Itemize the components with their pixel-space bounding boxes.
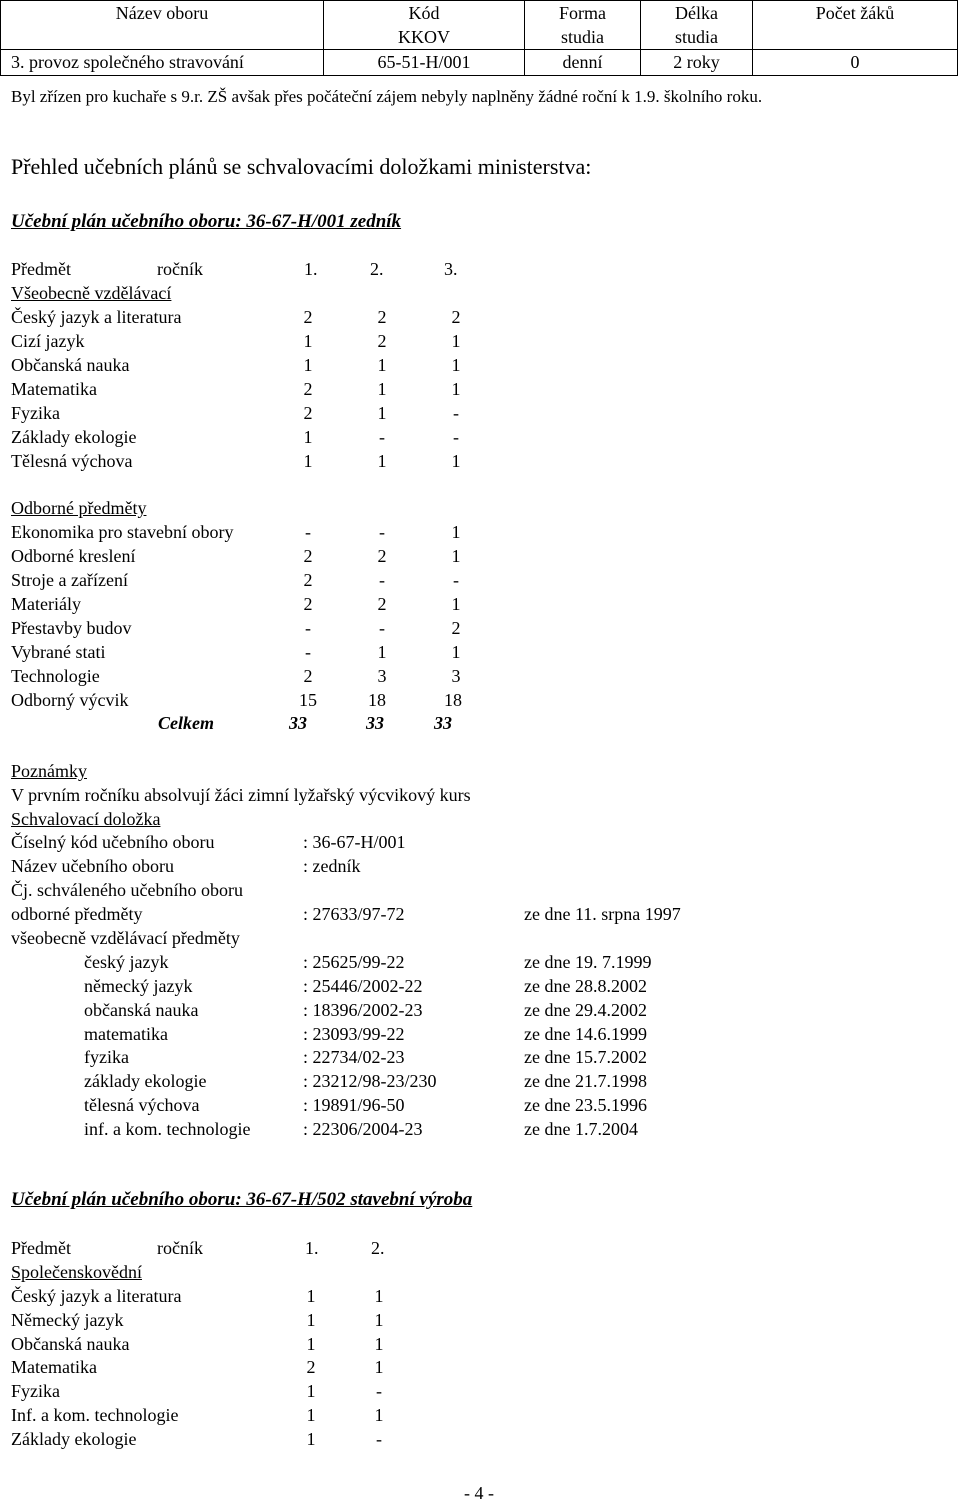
page-number: - 4 - [464,1483,494,1503]
subject-name: Německý jazyk [11,1310,124,1330]
header-delka: Délka studia [641,1,753,50]
value-y3: 3 [451,666,461,686]
value-y2: 1 [377,403,387,423]
overview-title: Přehled učebních plánů se schvalovacími doložkami ministerstva: [11,154,592,179]
value-y1: 2 [303,403,313,423]
value-y2: 18 [368,690,386,710]
value-y2: 1 [377,355,387,375]
approval-subject: občanská nauka [84,1000,199,1020]
value-y1: 2 [303,594,313,614]
cell-nazev: 3. provoz společného stravování [1,50,324,76]
value-y1: 2 [306,1357,316,1377]
cell-kod: 65-51-H/001 [324,50,525,76]
total-y3: 33 [434,713,452,733]
value-y3: 1 [451,355,461,375]
approval-cj: : 19891/96-50 [303,1095,405,1115]
value-y1: - [305,618,311,638]
value-y2: 1 [377,379,387,399]
value-y2: 2 [377,307,387,327]
value-y2: - [379,618,385,638]
total-y1: 33 [289,713,307,733]
subject-name: Fyzika [11,403,60,423]
value-y2: 1 [374,1334,384,1354]
subject-name: Základy ekologie [11,427,137,447]
note-text: Byl zřízen pro kuchaře s 9.r. ZŠ avšak přes počáteční zájem nebyly naplněny žádné roční k 1.9. školního roku. [11,87,763,106]
value-y1: 1 [306,1429,316,1449]
value-y1: 1 [306,1405,316,1425]
subject-name: Český jazyk a literatura [11,1286,182,1306]
subject-name: Odborné kreslení [11,546,136,566]
header-forma: Forma studia [525,1,641,50]
approval-cj: : 23212/98-23/230 [303,1071,437,1091]
subject-name: Stroje a zařízení [11,570,128,590]
header-kod: Kód KKOV [324,1,525,50]
value-y1: 2 [303,307,313,327]
value-y2: 3 [377,666,387,686]
value-y3: 2 [451,307,461,327]
plan1-head-y1: 1. [304,259,318,279]
approval-subject: český jazyk [84,952,169,972]
value-y2: 1 [374,1310,384,1330]
value-y1: 1 [306,1381,316,1401]
value-y2: - [379,427,385,447]
approval-label: Schvalovací doložka [11,809,161,829]
subject-name: Cizí jazyk [11,331,85,351]
cell-pocet: 0 [753,50,958,76]
approval-date: ze dne 14.6.1999 [524,1024,647,1044]
subject-name: Fyzika [11,1381,60,1401]
subject-name: Občanská nauka [11,355,130,375]
value-y1: 1 [306,1286,316,1306]
subject-name: Inf. a kom. technologie [11,1405,179,1425]
value-y2: - [376,1429,382,1449]
subject-name: Odborný výcvik [11,690,129,710]
approval-subject: německý jazyk [84,976,193,996]
approval-date: ze dne 19. 7.1999 [524,952,652,972]
subject-name: Vybrané stati [11,642,106,662]
odborne-value: : 27633/97-72 [303,904,405,924]
subject-name: Český jazyk a literatura [11,307,182,327]
odborne-label: odborné předměty [11,904,143,924]
value-y2: 1 [374,1405,384,1425]
value-y1: - [305,522,311,542]
approval-cj: : 22734/02-23 [303,1047,405,1067]
plan1-title: Učební plán učebního oboru: 36-67-H/001 zedník [11,211,402,232]
value-y1: 1 [303,451,313,471]
subject-name: Tělesná výchova [11,451,133,471]
approval-cj: : 23093/99-22 [303,1024,405,1044]
value-y1: 1 [303,331,313,351]
subject-name: Občanská nauka [11,1334,130,1354]
notes-text: V prvním ročníku absolvují žáci zimní lyžařský výcvikový kurs [11,785,471,805]
value-y3: 1 [451,451,461,471]
value-y2: 1 [374,1357,384,1377]
value-y1: - [305,642,311,662]
approval-subject: základy ekologie [84,1071,207,1091]
value-y3: - [453,570,459,590]
value-y2: 1 [377,642,387,662]
plan1-general-label: Všeobecně vzdělávací [11,283,172,303]
value-y2: - [376,1381,382,1401]
plan2-head-y1: 1. [305,1238,319,1258]
approval-date: ze dne 28.8.2002 [524,976,647,996]
value-y2: 1 [377,451,387,471]
value-y3: - [453,403,459,423]
value-y2: 2 [377,594,387,614]
value-y1: 2 [303,570,313,590]
approval-date: ze dne 15.7.2002 [524,1047,647,1067]
plan2-head-subject: Předmět [11,1238,71,1258]
header-nazev: Název oboru [1,1,324,50]
value-y3: - [453,427,459,447]
value-y1: 2 [303,666,313,686]
approval-cj: : 25446/2002-22 [303,976,423,996]
value-y3: 1 [451,522,461,542]
plan2-head-year: ročník [157,1238,203,1258]
approval-date: ze dne 1.7.2004 [524,1119,638,1139]
cell-forma: denní [525,50,641,76]
value-y2: 2 [377,546,387,566]
odborne-date: ze dne 11. srpna 1997 [524,904,681,924]
subject-name: Přestavby budov [11,618,132,638]
approval-date: ze dne 21.7.1998 [524,1071,647,1091]
value-y1: 1 [303,427,313,447]
subject-name: Materiály [11,594,81,614]
approval-subject: inf. a kom. technologie [84,1119,251,1139]
plan1-vocational-label: Odborné předměty [11,498,147,518]
approval-subject: fyzika [84,1047,129,1067]
value-y1: 2 [303,379,313,399]
value-y1: 15 [299,690,317,710]
plan1-head-y2: 2. [370,259,384,279]
approval-cj: : 18396/2002-23 [303,1000,423,1020]
approval-subject: matematika [84,1024,168,1044]
value-y1: 1 [303,355,313,375]
approval-date: ze dne 29.4.2002 [524,1000,647,1020]
value-y3: 1 [451,379,461,399]
plan1-head-year: ročník [157,259,203,279]
cell-delka: 2 roky [641,50,753,76]
value-y3: 1 [451,642,461,662]
subject-name: Ekonomika pro stavební obory [11,522,234,542]
value-y2: - [379,522,385,542]
plan1-head-subject: Předmět [11,259,71,279]
vseob-label: všeobecně vzdělávací předměty [11,928,240,948]
notes-label: Poznámky [11,761,87,781]
subject-name: Matematika [11,379,97,399]
value-y1: 1 [306,1310,316,1330]
code-value: : 36-67-H/001 [303,832,406,852]
value-y3: 2 [451,618,461,638]
table-row [1,50,958,76]
table-header-row [1,1,958,50]
value-y3: 18 [444,690,462,710]
subject-name: Matematika [11,1357,97,1377]
approval-date: ze dne 23.5.1996 [524,1095,647,1115]
value-y2: 2 [377,331,387,351]
plan2-head-y2: 2. [371,1238,385,1258]
value-y3: 1 [451,594,461,614]
value-y1: 1 [306,1334,316,1354]
value-y2: - [379,570,385,590]
name-value: : zedník [303,856,361,876]
subject-name: Technologie [11,666,100,686]
value-y3: 1 [451,546,461,566]
value-y3: 1 [451,331,461,351]
value-y1: 2 [303,546,313,566]
approval-cj: : 25625/99-22 [303,952,405,972]
plan2-social-label: Společenskovědní [11,1262,142,1282]
value-y2: 1 [374,1286,384,1306]
name-label: Název učebního oboru [11,856,174,876]
study-field-table [0,0,958,76]
approval-cj: : 22306/2004-23 [303,1119,423,1139]
plan2-title: Učební plán učebního oboru: 36-67-H/502 stavební výroba [11,1189,473,1210]
total-y2: 33 [366,713,384,733]
cj-label: Čj. schváleného učebního oboru [11,880,243,900]
header-pocet: Počet žáků [753,1,958,50]
total-label: Celkem [158,713,214,733]
code-label: Číselný kód učebního oboru [11,832,215,852]
subject-name: Základy ekologie [11,1429,137,1449]
approval-subject: tělesná výchova [84,1095,200,1115]
plan1-head-y3: 3. [444,259,458,279]
